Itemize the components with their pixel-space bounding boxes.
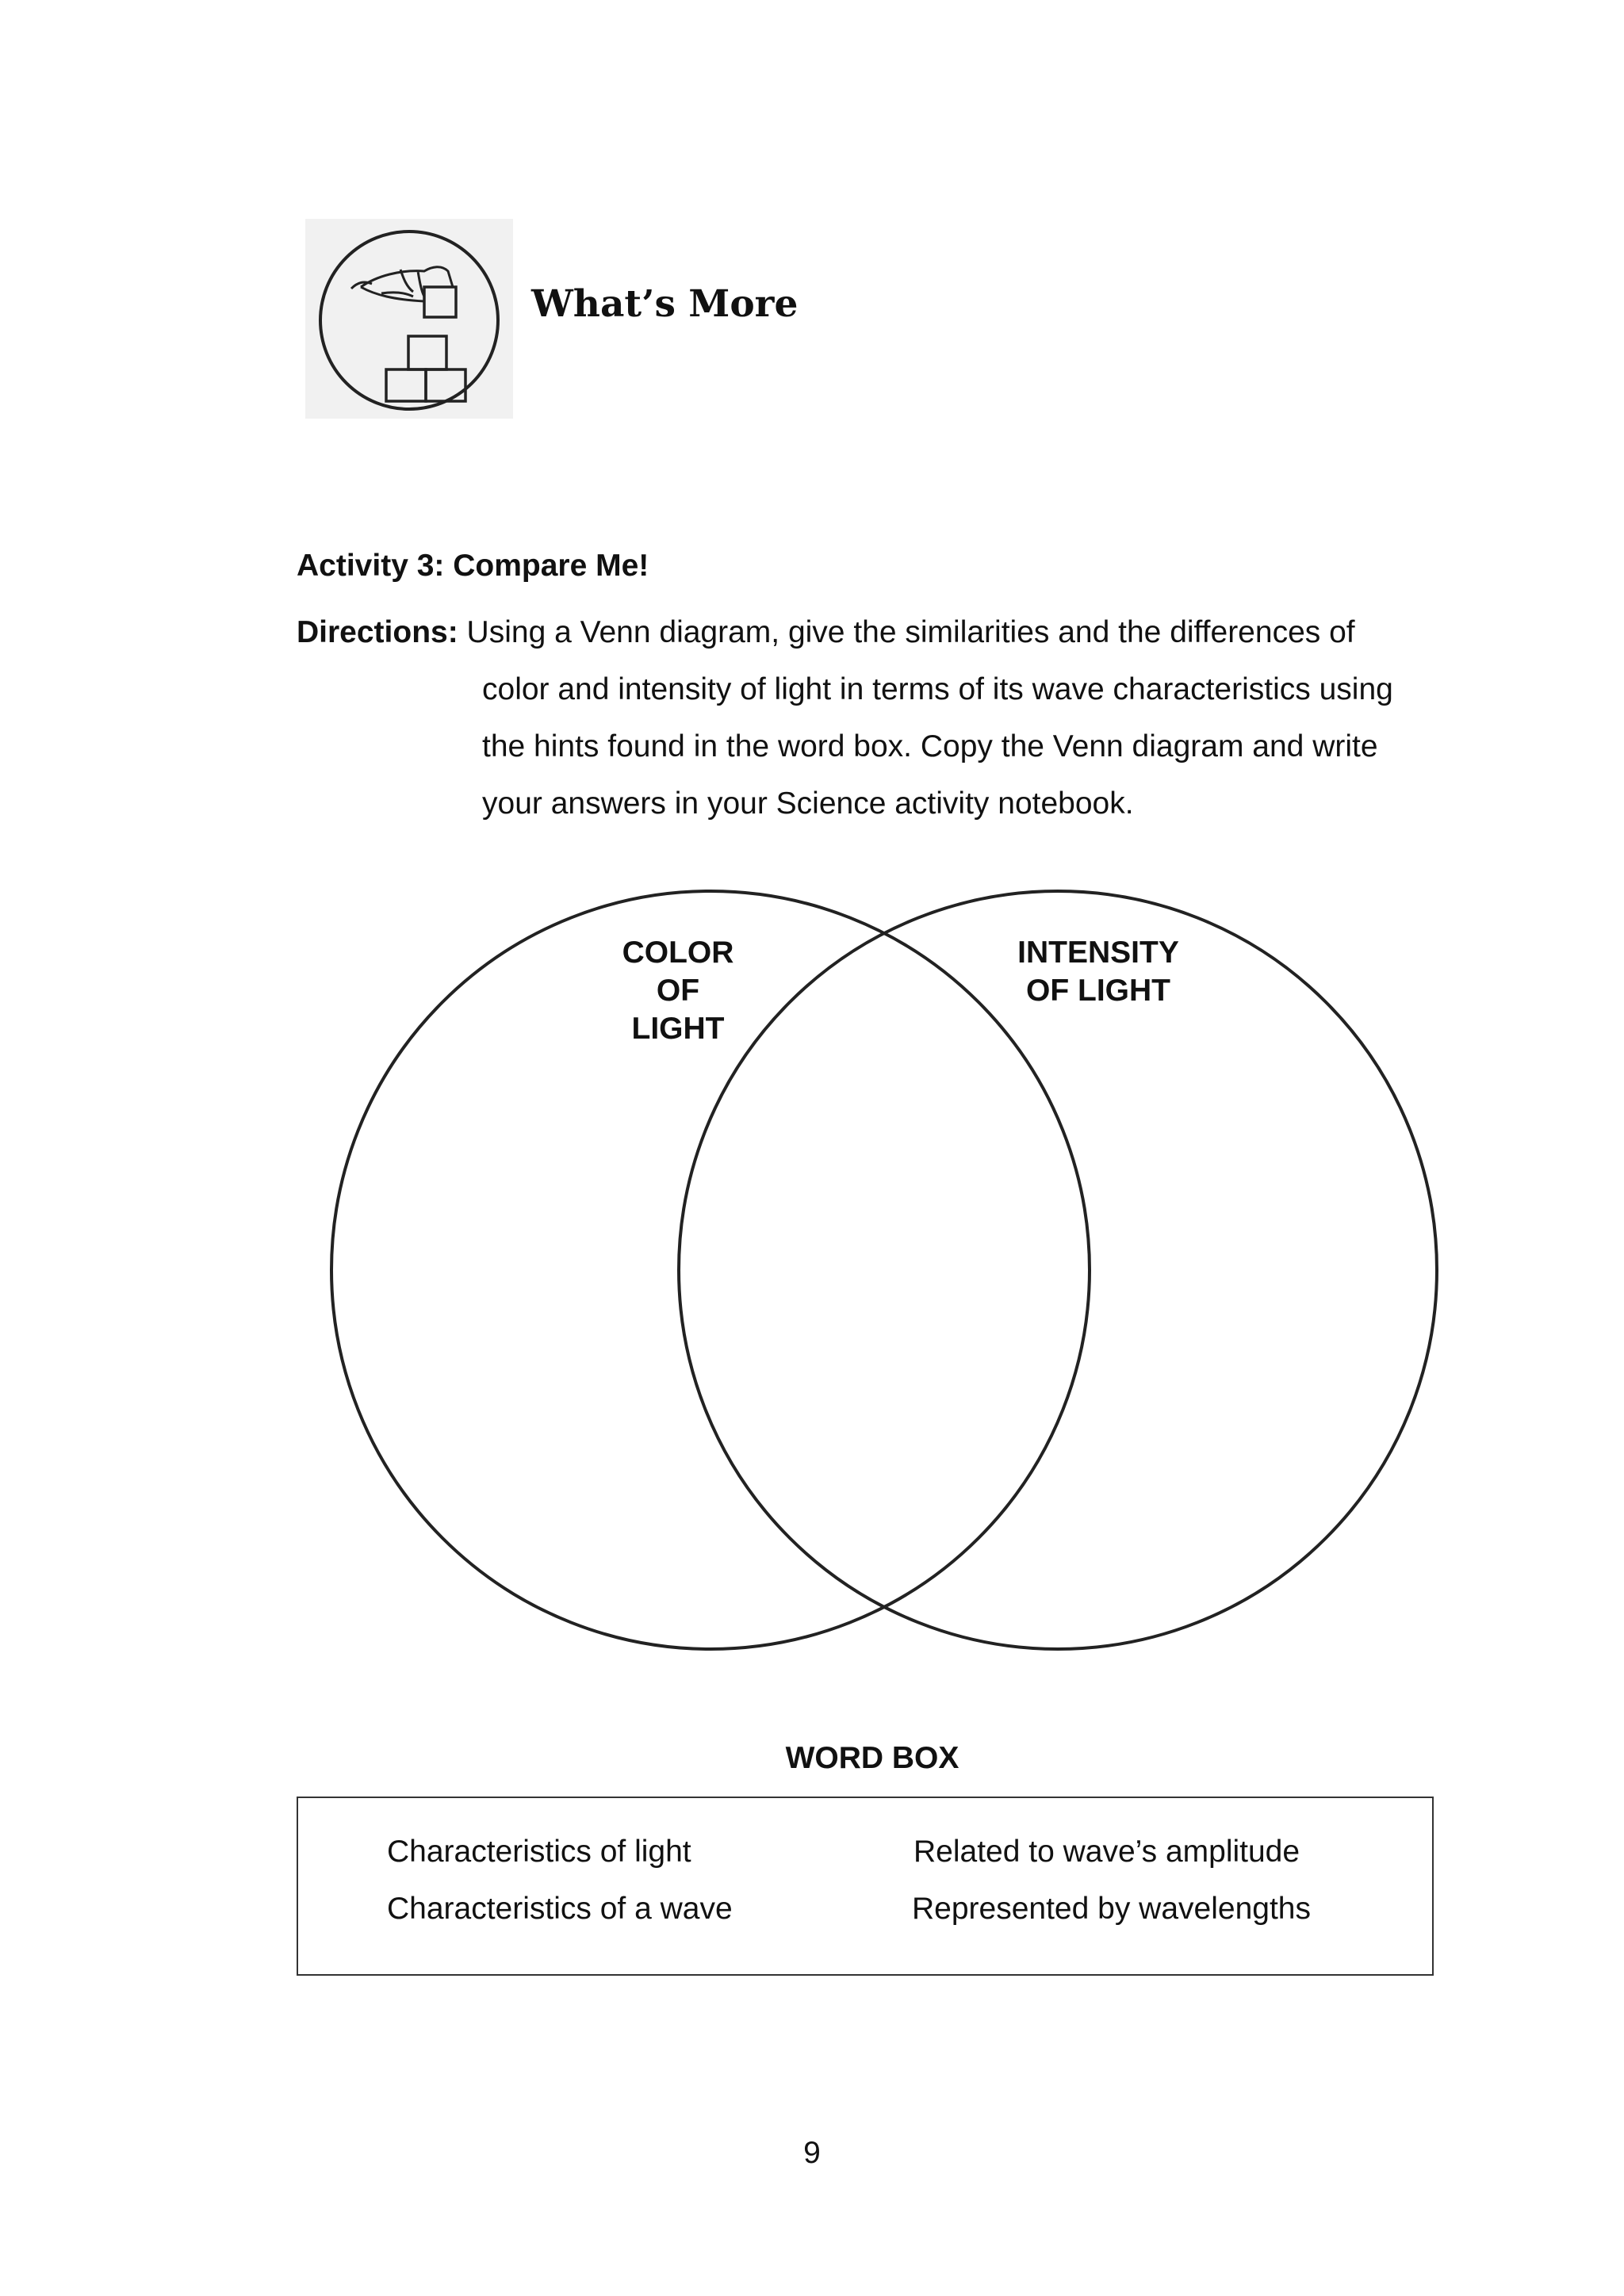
section-title: What’s More bbox=[531, 282, 799, 326]
directions-text-1: Using a Venn diagram, give the similarities and the differences of bbox=[466, 615, 1355, 649]
page-number: 9 bbox=[803, 2136, 821, 2170]
word-box-item: Related to wave’s amplitude bbox=[914, 1835, 1300, 1869]
word-box-item: Characteristics of a wave bbox=[387, 1892, 733, 1926]
venn-label-intensity-of-light: INTENSITY OF LIGHT bbox=[1017, 936, 1179, 1008]
directions-line-3: the hints found in the word box. Copy the Venn diagram and write bbox=[482, 729, 1378, 763]
word-box bbox=[297, 1797, 1434, 1976]
activity-title: Activity 3: Compare Me! bbox=[297, 549, 649, 583]
directions-line-2: color and intensity of light in terms of its wave characteristics using bbox=[482, 672, 1393, 706]
word-box-item: Represented by wavelengths bbox=[912, 1892, 1311, 1926]
venn-label-color-of-light: COLOR OF LIGHT bbox=[622, 936, 734, 1046]
directions-label: Directions: bbox=[297, 615, 458, 649]
word-box-item: Characteristics of light bbox=[387, 1835, 691, 1869]
word-box-heading: WORD BOX bbox=[785, 1741, 959, 1775]
directions-line-4: your answers in your Science activity notebook. bbox=[482, 786, 1134, 821]
